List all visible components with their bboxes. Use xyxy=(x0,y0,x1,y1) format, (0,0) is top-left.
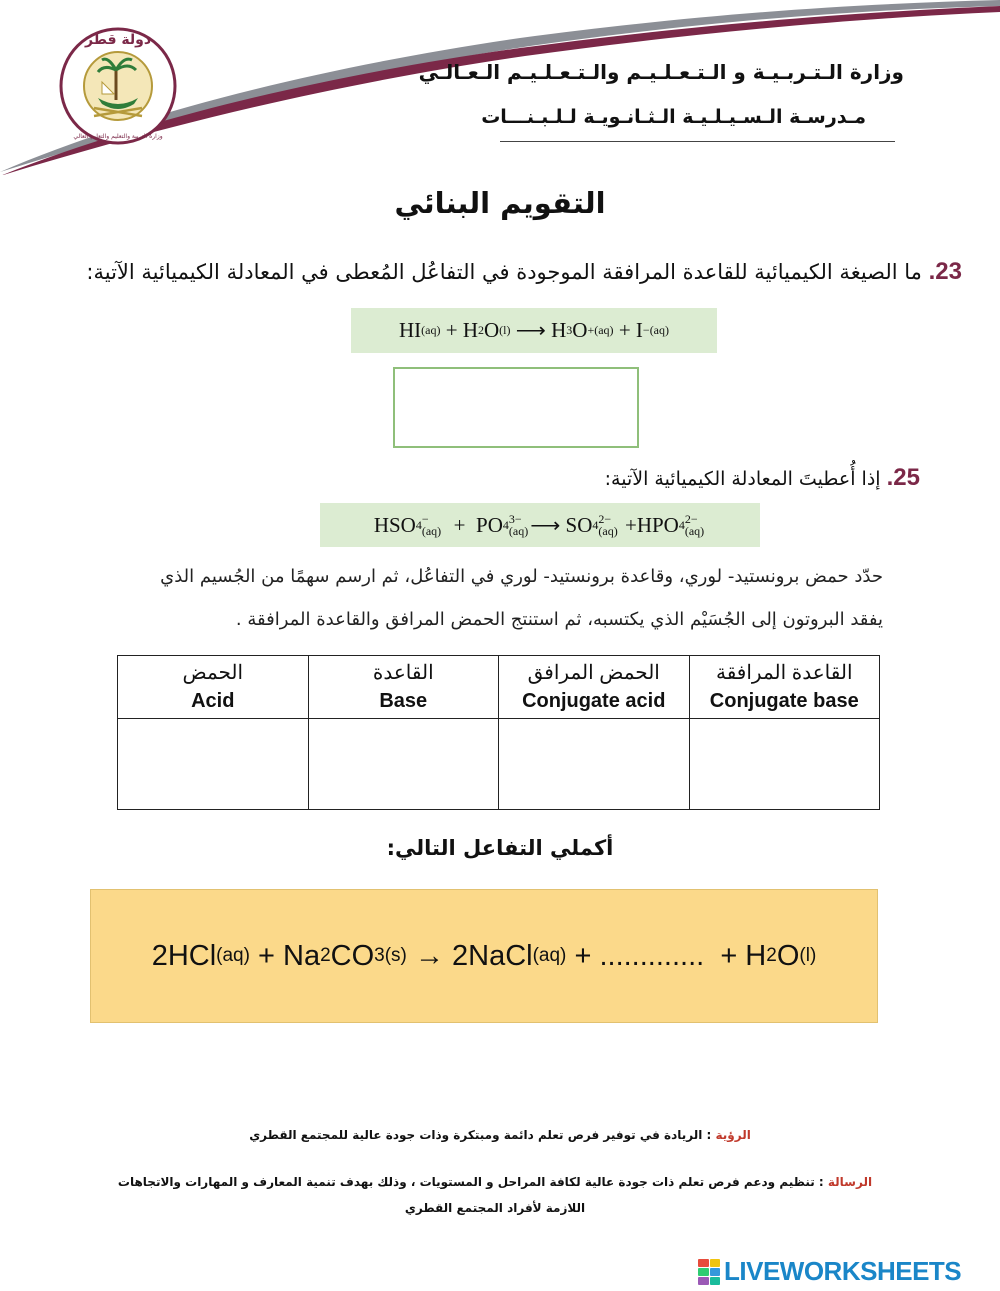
header-conjugate-base-ar: القاعدة المرافقة xyxy=(715,662,853,684)
question-25-text: إذا أُعطيتَ المعادلة الكيميائية الآتية: xyxy=(604,468,881,490)
header-conjugate-base xyxy=(689,656,880,719)
liveworksheets-text: LIVEWORKSHEETS xyxy=(724,1256,962,1286)
equation-23: HI (aq) + H 2 O (l) ⟶ H 3 O + (aq) + I − (aq) xyxy=(351,308,717,353)
table-answer-row xyxy=(118,719,880,810)
header-acid xyxy=(118,656,309,719)
school-name: مـدرسـة الـسـيـلـيـة الـثـانـويـة لـلـبـنـــات xyxy=(481,106,866,128)
question-25 xyxy=(605,464,920,492)
question-25-number: 25. xyxy=(886,464,920,491)
reaction-box: 2HCl (aq) + Na 2 CO 3(s) → 2NaCl (aq) + ............. + H 2 O (l) xyxy=(90,889,878,1023)
complete-reaction-label: أكملي التفاعل التالي: xyxy=(386,836,614,860)
qatar-emblem-logo xyxy=(58,26,178,146)
vision-text: الريادة في توفير فرص تعلم دائمة ومبتكرة وذات جودة عالية للمجتمع القطري xyxy=(249,1128,703,1142)
answer-23-input[interactable] xyxy=(393,367,639,448)
header-base-en: Base xyxy=(379,690,428,712)
page-title: التقويم البنائي xyxy=(394,186,606,220)
liveworksheets-brand[interactable] xyxy=(698,1256,961,1287)
header-base-ar: القاعدة xyxy=(372,662,434,684)
answer-acid-cell[interactable] xyxy=(118,719,309,810)
equation-25: HSO 4 − (aq) + PO 4 3− (aq) ⟶ SO 4 2− (aq) +HPO 4 2− (aq) xyxy=(320,503,760,547)
header-acid-en: Acid xyxy=(191,690,235,712)
mission-label: الرسالة xyxy=(827,1175,873,1189)
logo-text: دولة قطر xyxy=(84,32,152,48)
header-acid-ar: الحمض xyxy=(182,662,244,684)
answer-conjugate-acid-cell[interactable] xyxy=(499,719,690,810)
question-25-instruction-line-1: حدّد حمض برونستيد- لوري، وقاعدة برونستيد- لوري في التفاعُل، ثم ارسم سهمًا من الجُسيم الذي xyxy=(160,566,883,587)
conjugate-table xyxy=(117,655,880,810)
table-header-row xyxy=(118,656,880,719)
header-conjugate-acid xyxy=(499,656,690,719)
ministry-name: وزارة الـتـربـيـة و الـتـعـلـيـم والـتـعـلـيـم الـعـالـي xyxy=(418,60,904,84)
header-conjugate-base-en: Conjugate base xyxy=(709,690,859,712)
question-23-number: 23. xyxy=(928,258,962,285)
question-25-instruction-line-2: يفقد البروتون إلى الجُسَيْم الذي يكتسبه، ثم استنتج الحمض المرافق والقاعدة المرافقة . xyxy=(235,609,883,630)
header-conjugate-acid-ar: الحمض المرافق xyxy=(527,662,660,684)
mission-statement: الرسالة : تنظيم ودعم فرص تعلم ذات جودة عالية لكافة المراحل و المستويات ، وذلك بهدف تنمية المعارف و المهارات والاتجاهات اللازمة لأفراد المجتمع القطري xyxy=(117,1175,873,1215)
question-23 xyxy=(86,258,962,286)
mission-text: تنظيم ودعم فرص تعلم ذات جودة عالية لكافة المراحل و المستويات ، وذلك بهدف تنمية المعارف و المهارات والاتجاهات اللازمة لأفراد المجتمع القطري xyxy=(117,1175,815,1215)
liveworksheets-icon xyxy=(698,1259,720,1285)
question-23-text: ما الصيغة الكيميائية للقاعدة المرافقة الموجودة في التفاعُل المُعطى في المعادلة الكيميائية الآتية: xyxy=(86,260,922,284)
reaction-blank-input[interactable]: ............. xyxy=(599,939,705,972)
answer-base-cell[interactable] xyxy=(308,719,499,810)
header-base xyxy=(308,656,499,719)
logo-subtext: وزارة التربية والتعليم والتعليم العالي xyxy=(73,133,163,140)
vision-statement: الرؤية : الريادة في توفير فرص تعلم دائمة ومبتكرة وذات جودة عالية للمجتمع القطري xyxy=(249,1128,751,1142)
header-conjugate-acid-en: Conjugate acid xyxy=(522,690,666,712)
header-divider xyxy=(500,141,895,142)
vision-label: الرؤية xyxy=(715,1128,751,1142)
answer-conjugate-base-cell[interactable] xyxy=(689,719,880,810)
